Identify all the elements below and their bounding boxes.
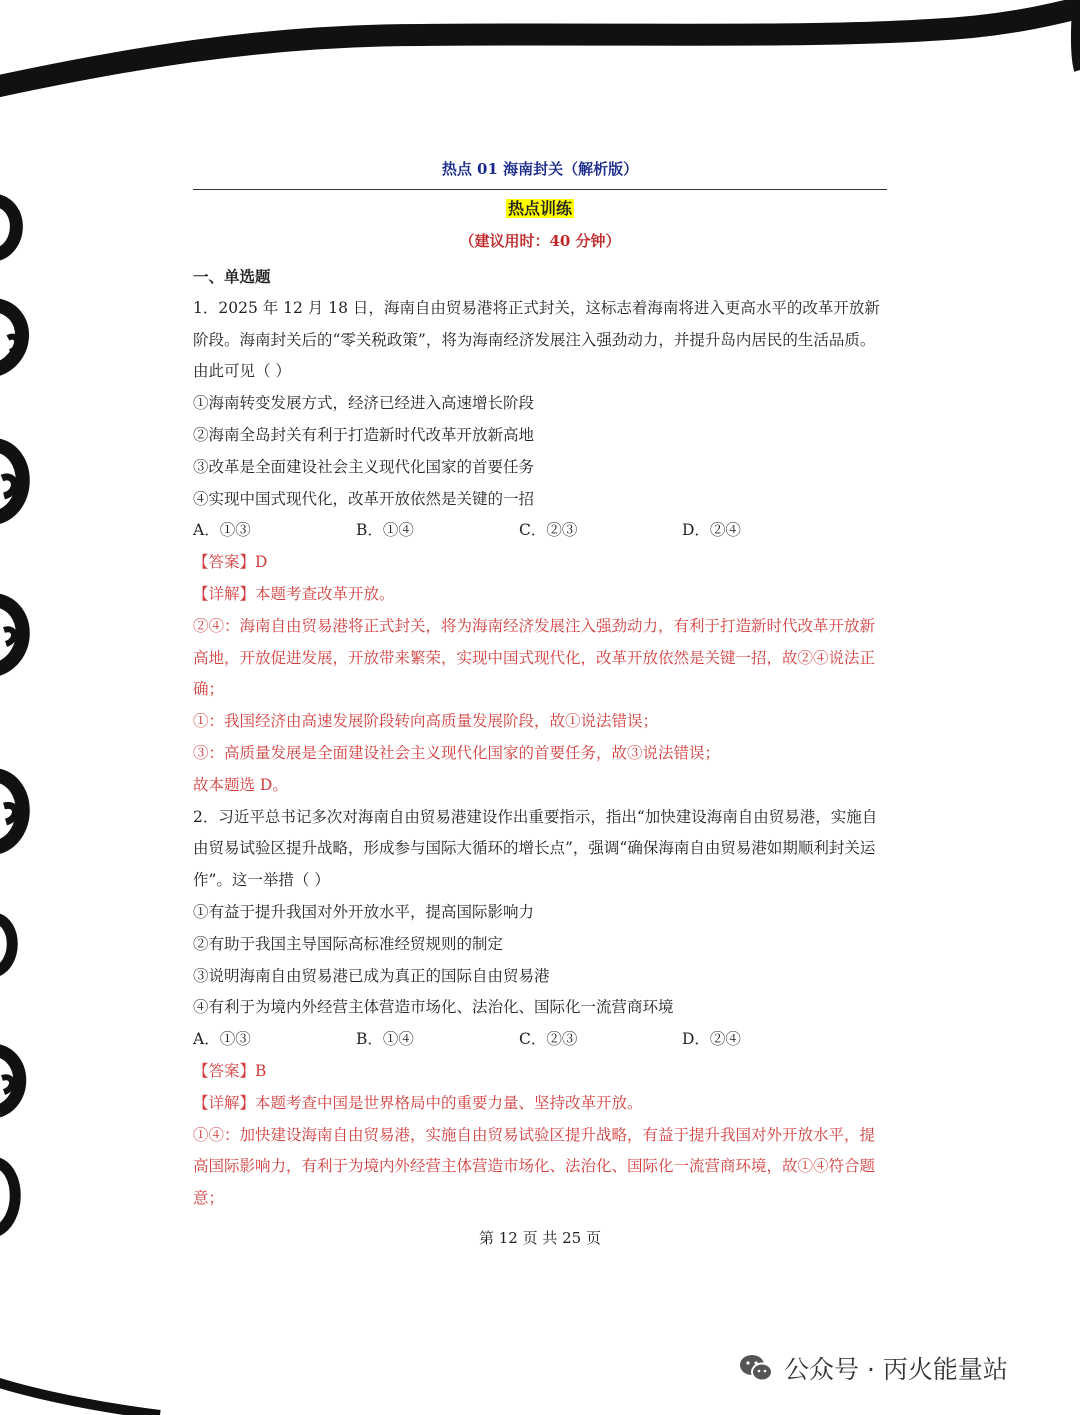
- q2-item: ④有利于为境内外经营主体营造市场化、法治化、国际化一流营商环境: [193, 998, 674, 1017]
- section-heading: [193, 197, 887, 221]
- page-footer: 第 12 页 共 25 页: [478, 1229, 601, 1247]
- question-content: [193, 261, 887, 1215]
- q1-analysis: ②④：海南自由贸易港将正式封关，将为海南经济发展注入强劲动力，有利于打造新时代改革开放新高地，开放促进发展，开放带来繁荣，实现中国式现代化，改革开放依然是关键一招，故②④说法正确；: [193, 616, 876, 699]
- watermark-text: 公众号 · 丙火能量站: [784, 1355, 1008, 1384]
- training-label: 热点训练: [507, 199, 572, 218]
- q1-stem: 1．2025 年 12 月 18 日，海南自由贸易港将正式封关，这标志着海南将进入更高水平的改革开放新阶段。海南封关后的“零关税政策”，将为海南经济发展注入强劲动力，并提升岛内居民的生活品质。由此可见（ ）: [193, 298, 880, 381]
- q1-analysis: 故本题选 D。: [193, 775, 288, 794]
- q1-option-b: B．①④: [356, 521, 414, 540]
- q1-detail: 【详解】本题考查改革开放。: [193, 584, 395, 603]
- q2-item: ①有益于提升我国对外开放水平，提高国际影响力: [193, 902, 535, 921]
- section-title: 一、单选题: [193, 267, 271, 286]
- q1-item: ③改革是全面建设社会主义现代化国家的首要任务: [193, 457, 535, 476]
- q2-option-d: D．②④: [682, 1030, 741, 1049]
- q2-item: ③说明海南自由贸易港已成为真正的国际自由贸易港: [193, 966, 550, 985]
- q2-option-a: A．①③: [193, 1030, 251, 1049]
- q1-option-d: D．②④: [682, 521, 741, 540]
- q2-detail: 【详解】本题考查中国是世界格局中的重要力量、坚持改革开放。: [193, 1093, 643, 1112]
- q1-item: ②海南全岛封关有利于打造新时代改革开放新高地: [193, 425, 535, 444]
- q2-answer: 【答案】B: [193, 1061, 267, 1080]
- q2-stem: 2．习近平总书记多次对海南自由贸易港建设作出重要指示，指出“加快建设海南自由贸易港，实施自由贸易试验区提升战略，形成参与国际大循环的增长点”，强调“确保海南自由贸易港如期顺利封关运作”。这一举措（ ）: [193, 807, 878, 890]
- q2-option-c: C．②③: [519, 1030, 578, 1049]
- q1-option-c: C．②③: [519, 521, 578, 540]
- q1-item: ①海南转变发展方式，经济已经进入高速增长阶段: [193, 394, 535, 413]
- q1-analysis: ①：我国经济由高速发展阶段转向高质量发展阶段，故①说法错误；: [193, 712, 659, 731]
- q1-answer: 【答案】D: [193, 553, 268, 572]
- wechat-icon: [738, 1353, 774, 1383]
- q1-options: [193, 515, 887, 547]
- q1-option-a: A．①③: [193, 521, 251, 540]
- q2-options: [193, 1024, 887, 1056]
- q2-option-b: B．①④: [356, 1030, 414, 1049]
- q2-analysis: ①④：加快建设海南自由贸易港，实施自由贸易试验区提升战略，有益于提升我国对外开放水平，提高国际影响力，有利于为境内外经营主体营造市场化、法治化、国际化一流营商环境，故①④符合题意；: [193, 1125, 876, 1208]
- watermark: [738, 1348, 1008, 1388]
- q1-item: ④实现中国式现代化，改革开放依然是关键的一招: [193, 489, 535, 508]
- q1-analysis: ③：高质量发展是全面建设社会主义现代化国家的首要任务，故③说法错误；: [193, 743, 721, 762]
- q2-item: ②有助于我国主导国际高标准经贸规则的制定: [193, 934, 504, 953]
- suggested-time: （建议用时：40 分钟）: [459, 232, 621, 250]
- title-divider: [193, 189, 887, 190]
- document-title: 热点 01 海南封关（解析版）: [441, 160, 639, 178]
